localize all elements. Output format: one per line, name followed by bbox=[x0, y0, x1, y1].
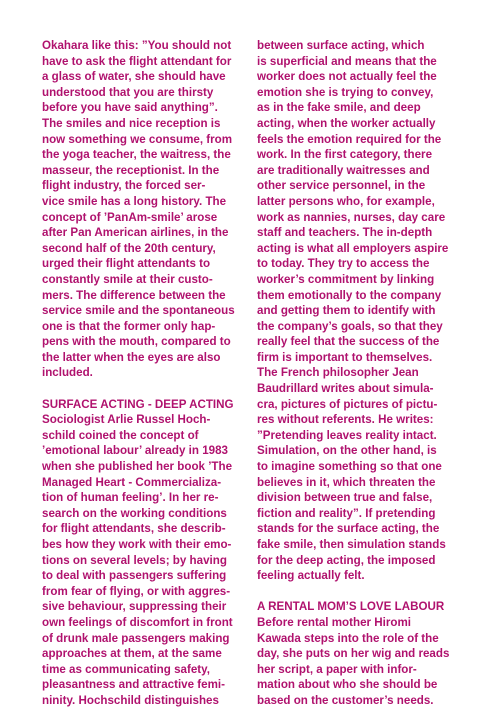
text-line: based on the customer’s needs. bbox=[257, 693, 434, 707]
text-line: Okahara like this: ”You should not bbox=[42, 39, 232, 52]
text-line: when she published her book ’The bbox=[42, 460, 233, 474]
text-line: division between true and false, bbox=[257, 491, 433, 505]
text-line: time as communicating safety, bbox=[42, 662, 210, 676]
text-line: now something we consume, from bbox=[42, 132, 233, 146]
text-line: latter persons who, for example, bbox=[257, 194, 435, 208]
text-line: feeling actually felt. bbox=[257, 569, 365, 583]
text-line: urged their flight attendants to bbox=[42, 257, 211, 271]
text-line: second half of the 20th century, bbox=[42, 241, 216, 255]
text-line: acting is what all employers aspire bbox=[257, 241, 449, 255]
text-line: fake smile, then simulation stands bbox=[257, 538, 446, 551]
text-line: Simulation, on the other hand, is bbox=[257, 444, 437, 458]
text-line: to imagine something so that one bbox=[257, 460, 442, 474]
right-column bbox=[257, 38, 465, 709]
text-line: Managed Heart - Commercializa- bbox=[42, 475, 222, 489]
text-line: feels the emotion required for the bbox=[257, 132, 442, 146]
text-line: a glass of water, she should have bbox=[42, 70, 226, 84]
text-line: fiction and reality”. If pretending bbox=[257, 506, 436, 520]
text-line: them emotionally to the company bbox=[257, 288, 442, 302]
text-line: own feelings of discomfort in front bbox=[42, 615, 233, 629]
text-line: between surface acting, which bbox=[257, 39, 425, 52]
text-line: her script, a paper with infor- bbox=[257, 662, 417, 676]
text-line: Sociologist Arlie Russel Hoch- bbox=[42, 413, 211, 427]
text-line: believes in it, which threaten the bbox=[257, 475, 436, 489]
text-line: search on the working conditions bbox=[42, 506, 227, 520]
text-line: the company’s goals, so that they bbox=[257, 319, 443, 333]
text-line: for flight attendants, she describ- bbox=[42, 522, 226, 536]
text-line: one is that the former only hap- bbox=[42, 319, 216, 333]
text-line: Before rental mother Hiromi bbox=[257, 615, 411, 629]
left-paragraph-2 bbox=[42, 412, 250, 708]
text-line: tions on several levels; by having bbox=[42, 553, 227, 567]
text-line: the latter when the eyes are also bbox=[42, 350, 221, 364]
text-line: emotion she is trying to convey, bbox=[257, 85, 434, 99]
left-paragraph-1 bbox=[42, 38, 250, 381]
text-line: to deal with passengers suffering bbox=[42, 569, 227, 583]
text-line: work. In the first category, there bbox=[257, 148, 433, 162]
paragraph-gap bbox=[257, 584, 465, 600]
right-paragraph-2 bbox=[257, 615, 465, 709]
text-line: schild coined the concept of bbox=[42, 428, 199, 442]
text-line: sive behaviour, suppressing their bbox=[42, 600, 227, 614]
text-line: of drunk male passengers making bbox=[42, 631, 230, 645]
text-line: before you have said anything”. bbox=[42, 101, 218, 115]
text-line: bes how they work with their emo- bbox=[42, 538, 232, 551]
text-line: is superficial and means that the bbox=[257, 54, 437, 68]
text-line: tion of human feeling’. In her re- bbox=[42, 491, 219, 505]
text-line: ninity. Hochschild distinguishes bbox=[42, 693, 219, 707]
text-line: flight industry, the forced ser- bbox=[42, 179, 206, 193]
text-line: really feel that the success of the bbox=[257, 335, 440, 349]
text-line: the yoga teacher, the waitress, the bbox=[42, 148, 231, 162]
text-line: to today. They try to access the bbox=[257, 257, 430, 271]
text-line: and getting them to identify with bbox=[257, 304, 436, 318]
text-line: from fear of flying, or with aggres- bbox=[42, 584, 231, 598]
text-line: Baudrillard writes about simula- bbox=[257, 382, 434, 396]
text-line: pens with the mouth, compared to bbox=[42, 335, 231, 349]
text-line: firm is important to themselves. bbox=[257, 350, 433, 364]
text-line: pleasantness and attractive femi- bbox=[42, 678, 225, 692]
text-line: cra, pictures of pictures of pictu- bbox=[257, 397, 438, 411]
text-line: other service personnel, in the bbox=[257, 179, 426, 193]
text-line: included. bbox=[42, 366, 93, 380]
text-line: worker’s commitment by linking bbox=[257, 272, 435, 286]
text-line: have to ask the flight attendant for bbox=[42, 54, 232, 68]
text-line: approaches at them, at the same bbox=[42, 647, 222, 661]
text-line: res without referents. He writes: bbox=[257, 413, 434, 427]
right-paragraph-1 bbox=[257, 38, 465, 584]
text-line: Kawada steps into the role of the bbox=[257, 631, 439, 645]
text-line: are traditionally waitresses and bbox=[257, 163, 430, 177]
text-line: ”Pretending leaves reality intact. bbox=[257, 428, 437, 442]
text-line: constantly smile at their custo- bbox=[42, 272, 213, 286]
text-line: mers. The difference between the bbox=[42, 288, 226, 302]
paragraph-gap bbox=[42, 381, 250, 397]
section-heading-rental-mom: A RENTAL MOM’S LOVE LABOUR bbox=[257, 600, 445, 614]
text-line: staff and teachers. The in-depth bbox=[257, 226, 433, 240]
text-line: The French philosopher Jean bbox=[257, 366, 419, 380]
text-line: for the deep acting, the imposed bbox=[257, 553, 436, 567]
text-line: concept of ’PanAm-smile’ arose bbox=[42, 210, 218, 224]
left-column bbox=[42, 38, 250, 709]
text-line: vice smile has a long history. The bbox=[42, 194, 227, 208]
section-heading-surface-acting: SURFACE ACTING - DEEP ACTING bbox=[42, 397, 234, 411]
text-line: work as nannies, nurses, day care bbox=[257, 210, 446, 224]
text-line: acting, when the worker actually bbox=[257, 116, 436, 130]
text-line: ’emotional labour’ already in 1983 bbox=[42, 444, 228, 458]
text-line: after Pan American airlines, in the bbox=[42, 226, 229, 240]
text-line: service smile and the spontaneous bbox=[42, 304, 235, 318]
text-line: worker does not actually feel the bbox=[257, 70, 437, 84]
text-line: day, she puts on her wig and reads bbox=[257, 647, 450, 661]
text-line: masseur, the receptionist. In the bbox=[42, 163, 220, 177]
text-line: as in the fake smile, and deep bbox=[257, 101, 421, 115]
text-line: The smiles and nice reception is bbox=[42, 116, 221, 130]
text-line: understood that you are thirsty bbox=[42, 85, 214, 99]
text-line: mation about who she should be bbox=[257, 678, 438, 692]
text-line: stands for the surface acting, the bbox=[257, 522, 440, 536]
